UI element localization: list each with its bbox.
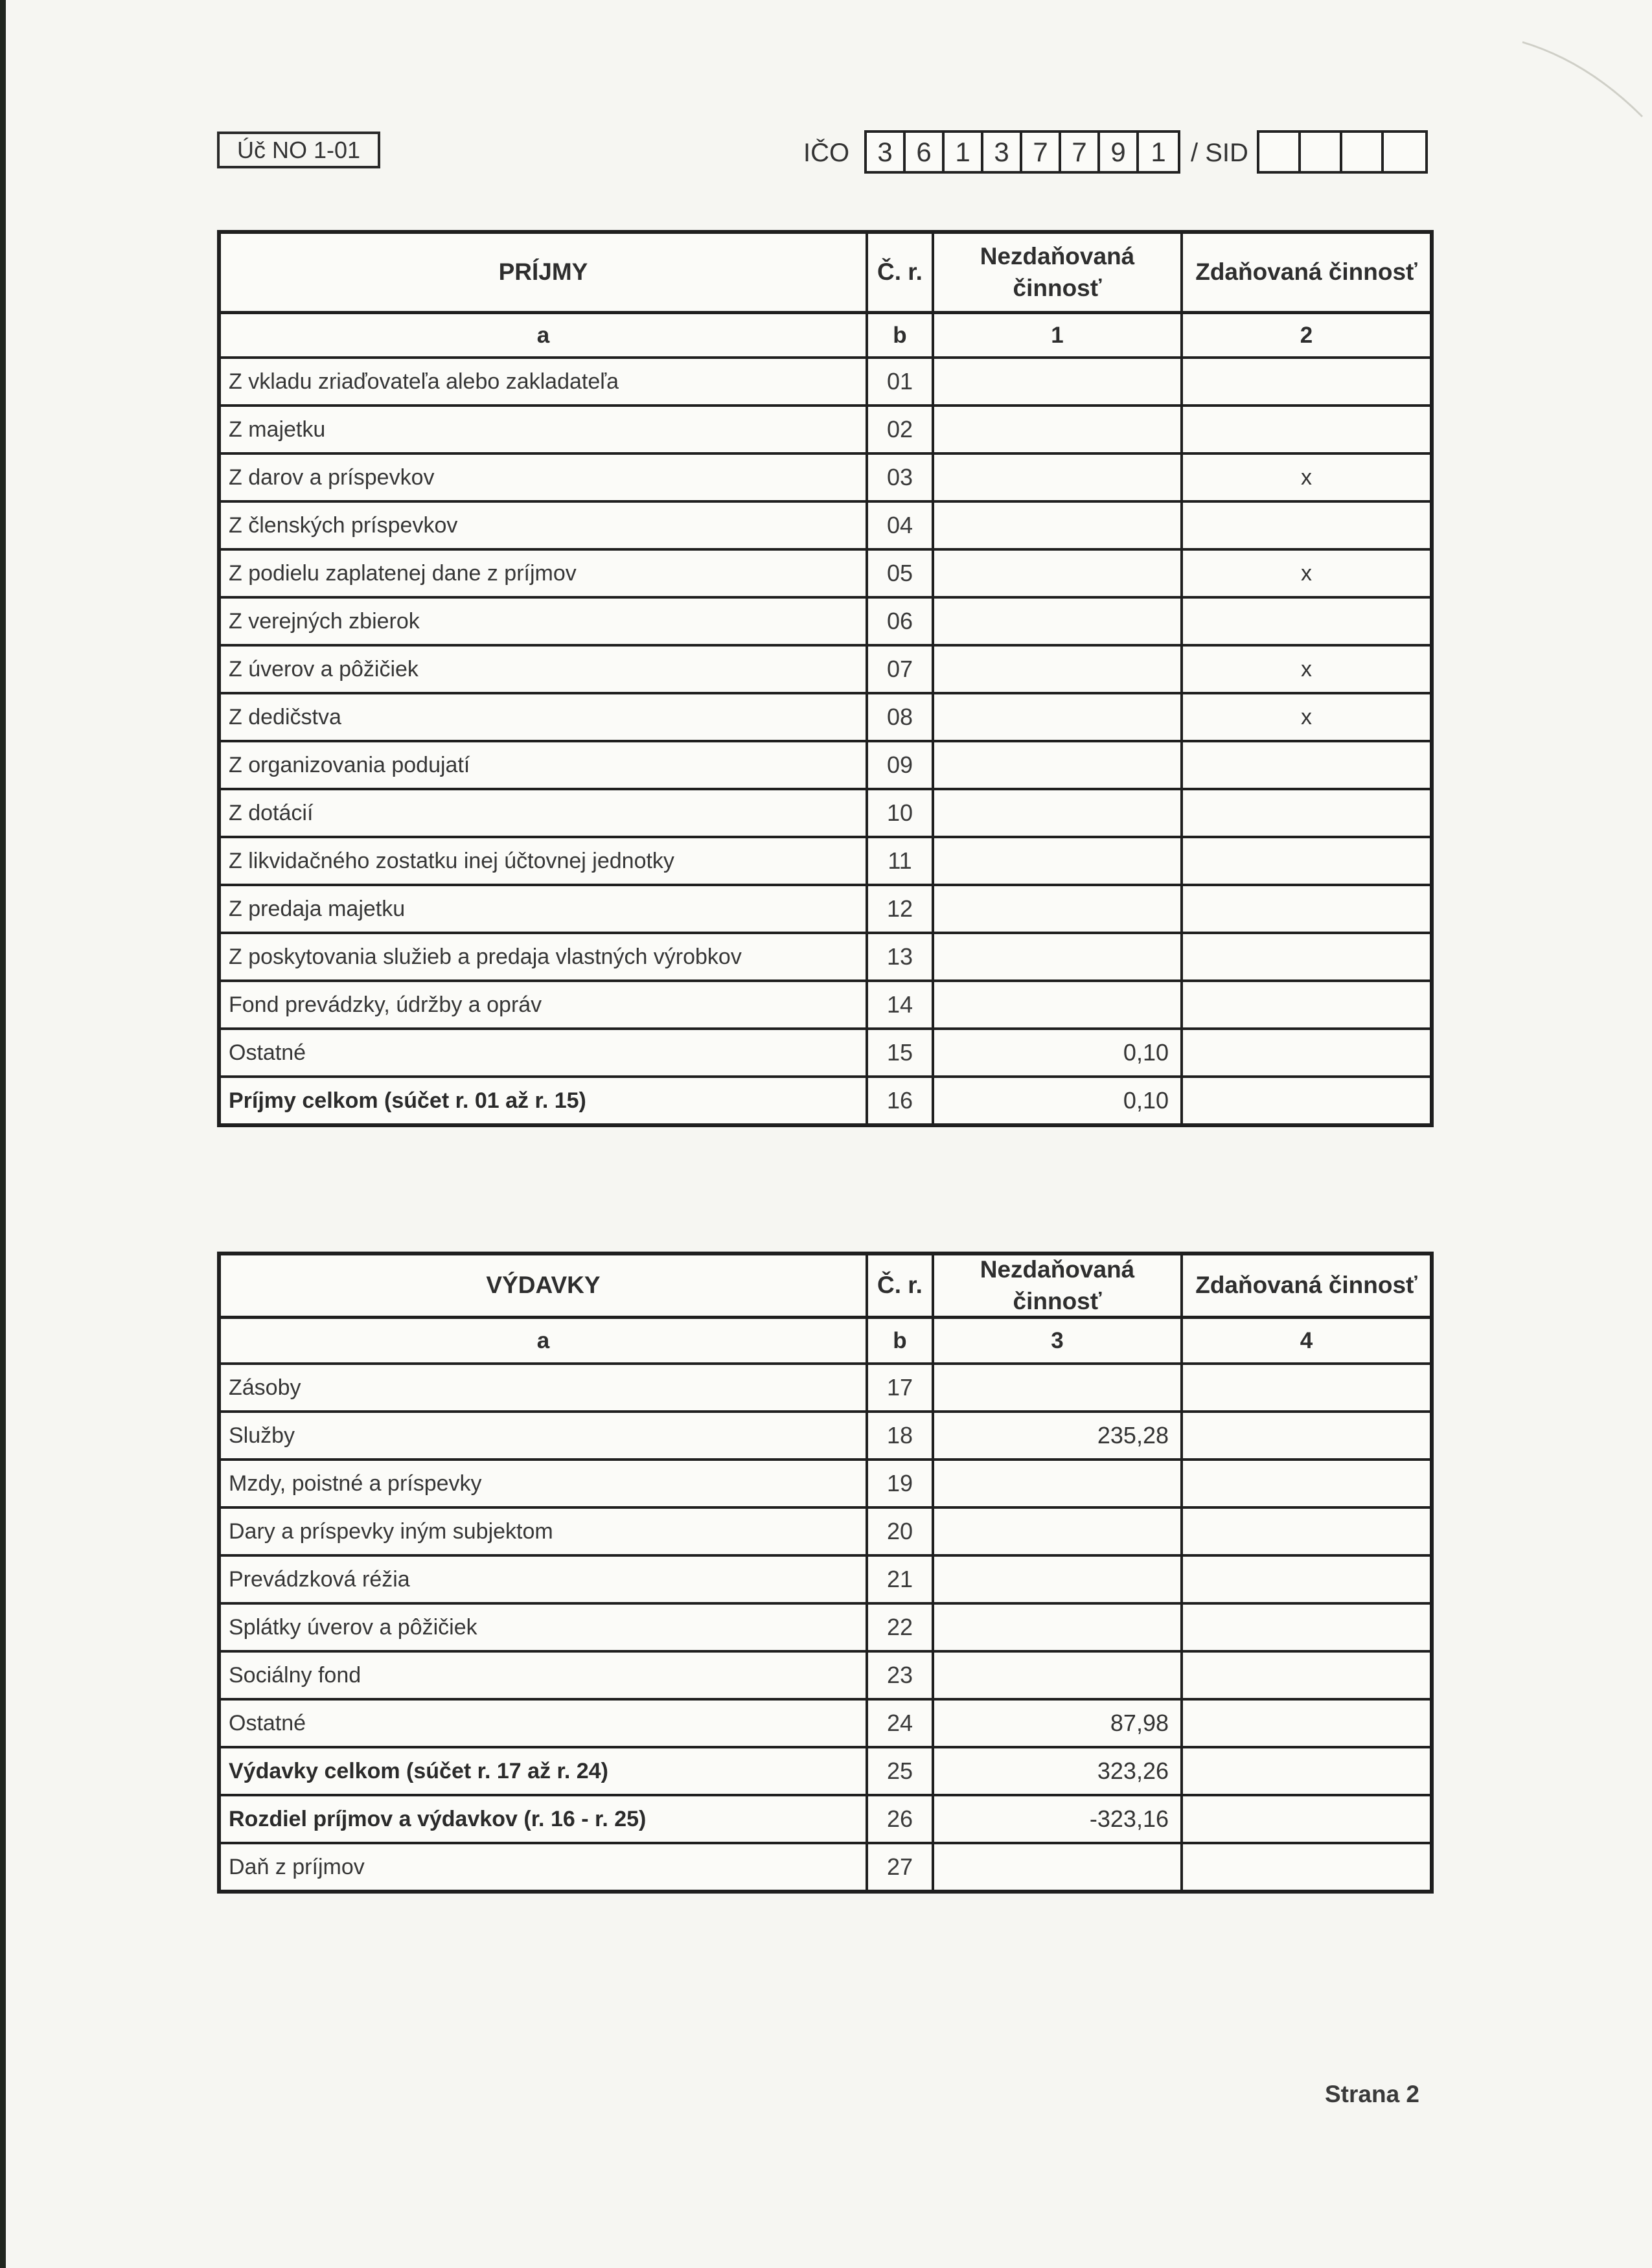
row-number: 23 bbox=[868, 1653, 934, 1698]
value-taxed-activity bbox=[1183, 407, 1430, 452]
row-label: Mzdy, poistné a príspevky bbox=[221, 1461, 868, 1506]
income-table-subheader bbox=[221, 311, 1430, 356]
table-row bbox=[221, 740, 1430, 788]
value-taxed-activity bbox=[1183, 1701, 1430, 1746]
value-untaxed-activity bbox=[934, 1557, 1183, 1602]
value-untaxed-activity bbox=[934, 982, 1183, 1027]
table-row bbox=[221, 452, 1430, 500]
table-row bbox=[221, 979, 1430, 1027]
table-row bbox=[221, 1410, 1430, 1458]
row-label: Z darov a príspevkov bbox=[221, 455, 868, 500]
row-number: 22 bbox=[868, 1605, 934, 1650]
digit-cell: 3 bbox=[983, 133, 1022, 171]
digit-cell bbox=[1342, 133, 1384, 171]
table-row bbox=[221, 548, 1430, 596]
value-untaxed-activity bbox=[934, 1509, 1183, 1554]
table-row bbox=[221, 1698, 1430, 1746]
value-untaxed-activity: 87,98 bbox=[934, 1701, 1183, 1746]
table-row bbox=[221, 788, 1430, 836]
expense-table-subheader bbox=[221, 1316, 1430, 1362]
table-row bbox=[221, 1554, 1430, 1602]
table-row bbox=[221, 836, 1430, 884]
scan-curl-artifact bbox=[1509, 19, 1652, 123]
value-untaxed-activity bbox=[934, 1461, 1183, 1506]
expense-table-header bbox=[221, 1255, 1430, 1316]
row-label: Z organizovania podujatí bbox=[221, 742, 868, 788]
table-row bbox=[221, 932, 1430, 979]
table-row bbox=[221, 1075, 1430, 1123]
row-number: 12 bbox=[868, 886, 934, 932]
table-row bbox=[221, 1506, 1430, 1554]
ico-label: IČO bbox=[803, 139, 850, 167]
value-taxed-activity bbox=[1183, 790, 1430, 836]
row-number: 17 bbox=[868, 1365, 934, 1410]
row-label: Ostatné bbox=[221, 1701, 868, 1746]
value-untaxed-activity bbox=[934, 1605, 1183, 1650]
digit-cell bbox=[1301, 133, 1342, 171]
value-untaxed-activity bbox=[934, 359, 1183, 404]
table-row bbox=[221, 692, 1430, 740]
value-untaxed-activity: 0,10 bbox=[934, 1030, 1183, 1075]
value-taxed-activity bbox=[1183, 1030, 1430, 1075]
row-label: Z dotácií bbox=[221, 790, 868, 836]
row-number: 24 bbox=[868, 1701, 934, 1746]
expense-table-title: VÝDAVKY bbox=[221, 1255, 868, 1316]
row-number: 01 bbox=[868, 359, 934, 404]
row-label: Z členských príspevkov bbox=[221, 503, 868, 548]
value-taxed-activity bbox=[1183, 982, 1430, 1027]
row-label: Z predaja majetku bbox=[221, 886, 868, 932]
row-label: Služby bbox=[221, 1413, 868, 1458]
subheader-col3: 3 bbox=[934, 1319, 1183, 1362]
row-number: 11 bbox=[868, 838, 934, 884]
value-untaxed-activity bbox=[934, 503, 1183, 548]
digit-cell: 9 bbox=[1100, 133, 1139, 171]
value-untaxed-activity bbox=[934, 551, 1183, 596]
row-number: 02 bbox=[868, 407, 934, 452]
income-table bbox=[217, 230, 1434, 1127]
value-untaxed-activity: 323,26 bbox=[934, 1748, 1183, 1794]
table-row bbox=[221, 1746, 1430, 1794]
row-number: 03 bbox=[868, 455, 934, 500]
row-label: Prevádzková réžia bbox=[221, 1557, 868, 1602]
digit-cell bbox=[1384, 133, 1425, 171]
table-row bbox=[221, 1362, 1430, 1410]
value-untaxed-activity: 235,28 bbox=[934, 1413, 1183, 1458]
row-number: 05 bbox=[868, 551, 934, 596]
value-taxed-activity bbox=[1183, 359, 1430, 404]
row-label: Ostatné bbox=[221, 1030, 868, 1075]
row-label: Z majetku bbox=[221, 407, 868, 452]
value-untaxed-activity bbox=[934, 886, 1183, 932]
value-untaxed-activity bbox=[934, 742, 1183, 788]
row-number: 07 bbox=[868, 647, 934, 692]
value-taxed-activity bbox=[1183, 1078, 1430, 1123]
row-number: 20 bbox=[868, 1509, 934, 1554]
value-taxed-activity bbox=[1183, 838, 1430, 884]
subheader-col2: 2 bbox=[1300, 322, 1313, 348]
value-untaxed-activity bbox=[934, 1365, 1183, 1410]
value-taxed-activity bbox=[1183, 742, 1430, 788]
ico-digit-cells bbox=[864, 130, 1180, 174]
row-label: Sociálny fond bbox=[221, 1653, 868, 1698]
digit-cell: 1 bbox=[1151, 136, 1166, 167]
value-taxed-activity bbox=[1183, 1796, 1430, 1842]
row-label: Z likvidačného zostatku inej účtovnej jednotky bbox=[221, 838, 868, 884]
value-taxed-activity bbox=[1183, 1509, 1430, 1554]
col-header-untaxed: Nezdaňovaná činnosť bbox=[934, 234, 1183, 311]
value-untaxed-activity: 0,10 bbox=[934, 1078, 1183, 1123]
row-number: 13 bbox=[868, 934, 934, 979]
row-number: 09 bbox=[868, 742, 934, 788]
row-number: 14 bbox=[868, 982, 934, 1027]
row-number: 04 bbox=[868, 503, 934, 548]
col-header-taxed: Zdaňovaná činnosť bbox=[1195, 1272, 1417, 1299]
table-row bbox=[221, 884, 1430, 932]
subheader-b: b bbox=[868, 1319, 934, 1362]
value-taxed-activity bbox=[1183, 1605, 1430, 1650]
subheader-a: a bbox=[221, 1319, 868, 1362]
row-number: 15 bbox=[868, 1030, 934, 1075]
table-row bbox=[221, 404, 1430, 452]
value-taxed-activity bbox=[1183, 503, 1430, 548]
row-label: Z poskytovania služieb a predaja vlastných výrobkov bbox=[221, 934, 868, 979]
row-label: Fond prevádzky, údržby a opráv bbox=[221, 982, 868, 1027]
row-label: Splátky úverov a pôžičiek bbox=[221, 1605, 868, 1650]
row-label: Výdavky celkom (súčet r. 17 až r. 24) bbox=[221, 1748, 868, 1794]
row-label: Rozdiel príjmov a výdavkov (r. 16 - r. 25) bbox=[221, 1796, 868, 1842]
value-taxed-activity bbox=[1183, 1748, 1430, 1794]
income-table-title: PRÍJMY bbox=[221, 234, 868, 311]
table-row bbox=[221, 596, 1430, 644]
row-label: Dary a príspevky iným subjektom bbox=[221, 1509, 868, 1554]
row-number: 19 bbox=[868, 1461, 934, 1506]
row-number: 06 bbox=[868, 599, 934, 644]
table-row bbox=[221, 1650, 1430, 1698]
digit-cell: 7 bbox=[1061, 133, 1100, 171]
value-untaxed-activity bbox=[934, 790, 1183, 836]
row-number: 18 bbox=[868, 1413, 934, 1458]
row-label: Z podielu zaplatenej dane z príjmov bbox=[221, 551, 868, 596]
table-row bbox=[221, 1027, 1430, 1075]
digit-cell: 6 bbox=[906, 133, 945, 171]
value-untaxed-activity bbox=[934, 838, 1183, 884]
value-untaxed-activity bbox=[934, 455, 1183, 500]
expense-table bbox=[217, 1252, 1434, 1894]
value-untaxed-activity bbox=[934, 647, 1183, 692]
value-taxed-activity bbox=[1183, 1844, 1430, 1890]
row-label: Príjmy celkom (súčet r. 01 až r. 15) bbox=[221, 1078, 868, 1123]
row-number: 21 bbox=[868, 1557, 934, 1602]
digit-cell: 1 bbox=[945, 133, 983, 171]
value-untaxed-activity bbox=[934, 1844, 1183, 1890]
digit-cell bbox=[1259, 133, 1301, 171]
digit-cell: 3 bbox=[867, 133, 906, 171]
value-taxed-activity bbox=[1183, 886, 1430, 932]
value-taxed-activity bbox=[1183, 934, 1430, 979]
col-header-taxed: Zdaňovaná činnosť bbox=[1195, 258, 1417, 286]
value-taxed-activity bbox=[1183, 599, 1430, 644]
subheader-col4: 4 bbox=[1300, 1327, 1313, 1353]
value-untaxed-activity bbox=[934, 407, 1183, 452]
value-untaxed-activity bbox=[934, 694, 1183, 740]
value-untaxed-activity: -323,16 bbox=[934, 1796, 1183, 1842]
table-row bbox=[221, 1458, 1430, 1506]
row-number: 27 bbox=[868, 1844, 934, 1890]
row-number: 08 bbox=[868, 694, 934, 740]
form-code-box bbox=[217, 132, 380, 168]
subheader-col1: 1 bbox=[934, 314, 1183, 356]
col-header-row-number: Č. r. bbox=[868, 1255, 934, 1316]
expense-table-body bbox=[221, 1362, 1430, 1890]
row-number: 26 bbox=[868, 1796, 934, 1842]
digit-cell: 7 bbox=[1022, 133, 1061, 171]
value-untaxed-activity bbox=[934, 599, 1183, 644]
row-number: 10 bbox=[868, 790, 934, 836]
row-label: Z vkladu zriaďovateľa alebo zakladateľa bbox=[221, 359, 868, 404]
value-taxed-activity: x bbox=[1301, 464, 1312, 490]
income-table-header bbox=[221, 234, 1430, 311]
value-untaxed-activity bbox=[934, 1653, 1183, 1698]
table-row bbox=[221, 356, 1430, 404]
row-number: 16 bbox=[868, 1078, 934, 1123]
page-number: Strana 2 bbox=[1325, 2081, 1420, 2107]
sid-label: / SID bbox=[1191, 139, 1248, 167]
table-row bbox=[221, 1842, 1430, 1890]
col-header-untaxed: Nezdaňovaná činnosť bbox=[934, 1255, 1183, 1316]
subheader-b: b bbox=[868, 314, 934, 356]
table-row bbox=[221, 1602, 1430, 1650]
col-header-row-number: Č. r. bbox=[868, 234, 934, 311]
value-taxed-activity bbox=[1183, 1365, 1430, 1410]
value-taxed-activity bbox=[1183, 1461, 1430, 1506]
row-label: Daň z príjmov bbox=[221, 1844, 868, 1890]
scan-edge-artifact bbox=[0, 0, 6, 2268]
income-table-body bbox=[221, 356, 1430, 1123]
row-label: Z verejných zbierok bbox=[221, 599, 868, 644]
sid-cells bbox=[1257, 130, 1428, 174]
table-row bbox=[221, 1794, 1430, 1842]
row-label: Z úverov a pôžičiek bbox=[221, 647, 868, 692]
table-row bbox=[221, 500, 1430, 548]
value-taxed-activity: x bbox=[1301, 704, 1312, 729]
value-taxed-activity: x bbox=[1301, 560, 1312, 586]
value-taxed-activity: x bbox=[1301, 656, 1312, 682]
subheader-a: a bbox=[221, 314, 868, 356]
row-number: 25 bbox=[868, 1748, 934, 1794]
form-code-label: Úč NO 1-01 bbox=[236, 136, 361, 163]
value-taxed-activity bbox=[1183, 1557, 1430, 1602]
row-label: Zásoby bbox=[221, 1365, 868, 1410]
value-taxed-activity bbox=[1183, 1653, 1430, 1698]
table-row bbox=[221, 644, 1430, 692]
value-taxed-activity bbox=[1183, 1413, 1430, 1458]
row-label: Z dedičstva bbox=[221, 694, 868, 740]
value-untaxed-activity bbox=[934, 934, 1183, 979]
